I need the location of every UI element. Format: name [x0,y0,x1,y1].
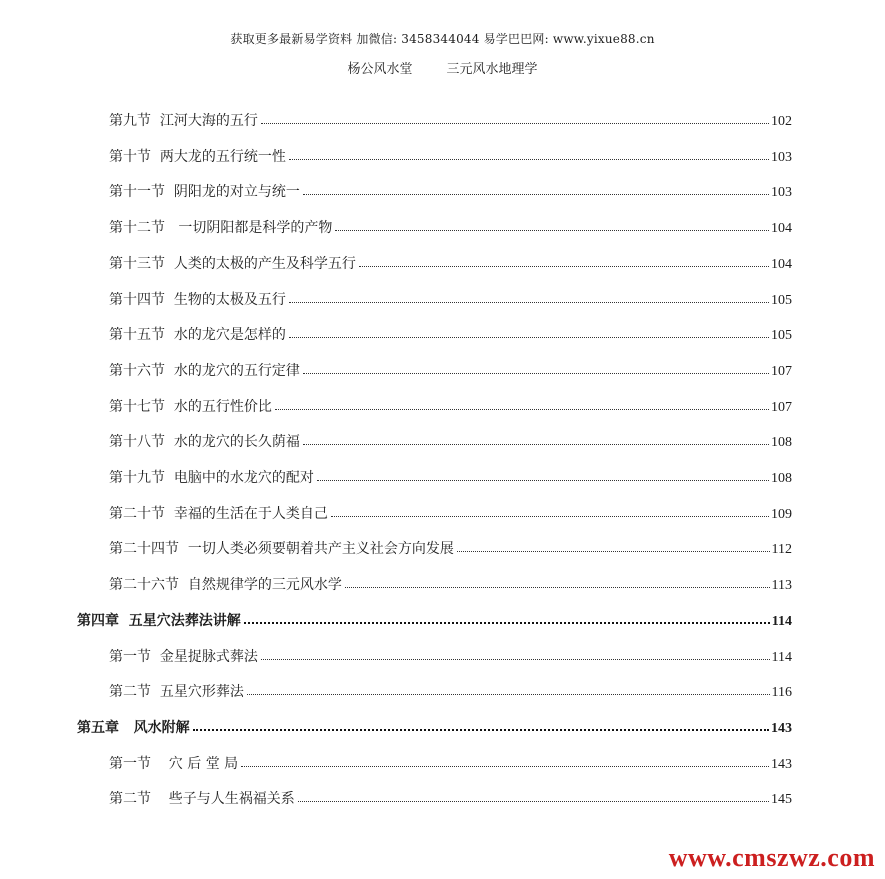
dot-leader [317,479,769,481]
toc-entry-label: 第五章 风水附解 [77,720,190,736]
toc-entry [109,179,792,201]
toc-entry [109,465,792,487]
site-watermark: www.cmszwz.com [668,843,875,872]
dot-leader [289,301,769,303]
toc-entry [109,251,792,273]
dot-leader [241,765,769,767]
toc-entry-label: 第四章 五星穴法葬法讲解 [77,613,241,629]
toc-entry [109,644,792,666]
toc-entry-page: 145 [771,792,792,807]
toc-entry-page: 105 [771,328,792,343]
toc-entry-label: 第十六节 水的龙穴的五行定律 [109,363,300,379]
dot-leader [244,621,770,624]
toc-entry-label: 第十五节 水的龙穴是怎样的 [109,327,286,343]
toc-entry-label: 第九节 江河大海的五行 [109,113,258,129]
dot-leader [298,800,769,802]
toc-entry [109,429,792,451]
toc-entry [109,751,792,773]
dot-leader [289,336,769,338]
toc-entry-label: 第十九节 电脑中的水龙穴的配对 [109,470,314,486]
toc-entry-label: 第十二节 一切阴阳都是科学的产物 [109,220,333,236]
book-title-right: 三元风水地理学 [446,62,538,77]
toc-entry-label: 第二十节 幸福的生活在于人类自己 [109,506,328,522]
toc-entry [109,287,792,309]
toc-entry-page: 112 [771,542,792,557]
toc-entry-page: 143 [771,721,792,736]
toc-entry [109,144,792,166]
toc-entry [109,394,792,416]
dot-leader [261,122,769,124]
toc-entry-page: 103 [771,185,792,200]
dot-leader [331,515,769,517]
toc-entry-page: 107 [771,400,792,415]
toc-entry-page: 107 [771,364,792,379]
toc-entry [109,679,792,701]
toc-entry-label: 第一节 金星捉脉式葬法 [109,649,258,665]
dot-leader [261,658,770,660]
dot-leader [457,550,770,552]
toc-entry [109,358,792,380]
toc-entry-page: 114 [771,614,792,629]
toc-entry [109,501,792,523]
toc-entry-label: 第二十四节 一切人类必须要朝着共产主义社会方向发展 [109,541,454,557]
toc-chapter-entry [77,715,792,737]
toc-entry-label: 第二节 五星穴形葬法 [109,684,244,700]
toc-entry [109,322,792,344]
toc-entry-label: 第二十六节 自然规律学的三元风水学 [109,577,342,593]
toc-entry-label: 第十七节 水的五行性价比 [109,399,272,415]
toc-entry [109,536,792,558]
dot-leader [335,229,769,231]
toc-entry-page: 108 [771,435,792,450]
toc-entry-label: 第十一节 阴阳龙的对立与统一 [109,184,300,200]
top-banner: 获取更多最新易学资料 加微信: 3458344044 易学巴巴网: www.yixue88.cn [230,32,655,46]
toc-entry [109,108,792,130]
dot-leader [303,372,769,374]
toc-entry-page: 108 [771,471,792,486]
toc-entry-label: 第十四节 生物的太极及五行 [109,292,286,308]
toc-entry-label: 第二节 些子与人生祸福关系 [109,791,295,807]
book-title-left: 杨公风水堂 [347,62,413,77]
dot-leader [275,408,769,410]
dot-leader [345,586,770,588]
dot-leader [359,265,769,267]
dot-leader [289,158,769,160]
toc-entry-label: 第一节 穴 后 堂 局 [109,756,239,772]
toc-entry [109,786,792,808]
dot-leader [193,728,769,731]
toc-entry [109,215,792,237]
toc-entry-label: 第十八节 水的龙穴的长久荫福 [109,434,300,450]
toc-entry-page: 104 [771,257,792,272]
toc-entry-page: 103 [771,150,792,165]
toc-entry-page: 113 [771,578,792,593]
toc-entry-page: 102 [771,114,792,129]
dot-leader [303,193,769,195]
toc-entry-label: 第十三节 人类的太极的产生及科学五行 [109,256,356,272]
toc-entry-page: 114 [771,650,792,665]
dot-leader [247,693,770,695]
toc-entry-page: 104 [771,221,792,236]
toc-chapter-entry [77,608,792,630]
toc-entry-label: 第十节 两大龙的五行统一性 [109,149,286,165]
toc-entry-page: 143 [771,757,792,772]
toc-entry-page: 105 [771,293,792,308]
toc-entry-page: 116 [771,685,792,700]
toc-entry [109,572,792,594]
toc-entry-page: 109 [771,507,792,522]
dot-leader [303,443,769,445]
